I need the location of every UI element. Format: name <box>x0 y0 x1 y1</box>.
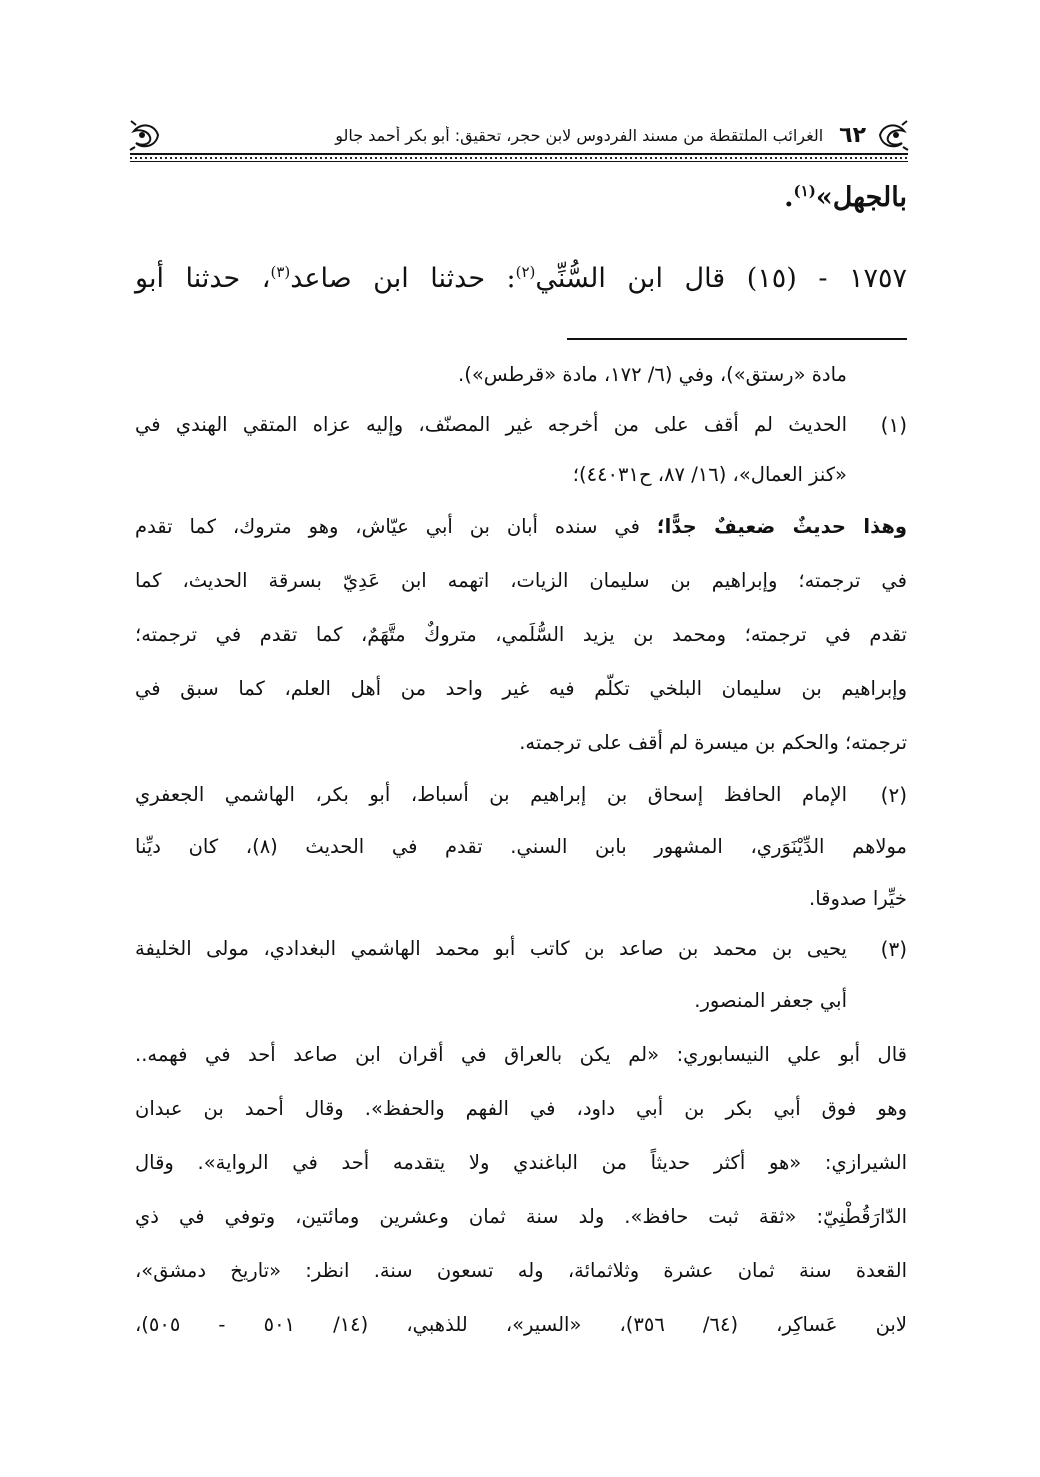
main-line-1 <box>784 182 907 213</box>
footnote-carry-line: مادة «رستق»)، وفي (٦/ ١٧٢، مادة «قرطس»). <box>458 363 847 386</box>
footnote-number-1: (١) <box>880 413 907 437</box>
ornament-right-icon <box>876 119 910 151</box>
hadith-number-text: ١٧٥٧ - (١٥) قال ابن السُّنِّي <box>535 263 907 294</box>
hadith-line <box>135 263 907 294</box>
footnote-2-line: مولاهم الدِّيْنَوَري، المشهور بابن السني. تقدم في الحديث (٨)، كان ديِّنا <box>135 835 907 858</box>
footnote-2-line: خيِّرا صدوقا. <box>809 887 907 910</box>
header-rule <box>130 153 908 162</box>
footnote-3-body-line: القعدة سنة ثمان عشرة وثلاثمائة، وله تسعون سنة. انظر: «تاريخ دمشق»، <box>135 1259 907 1282</box>
footnote-3-body-line: لابن عَساكِر، (٦٤/ ٣٥٦)، «السير»، للذهبي، (١٤/ ٥٠١ - ٥٠٥)، <box>135 1313 907 1336</box>
footnote-number-3: (٣) <box>880 937 907 961</box>
footnote-1-line: الحديث لم أقف على من أخرجه غير المصنّف، وإليه عزاه المتقي الهندي في <box>135 413 847 436</box>
main-line-1-tail: . <box>784 182 794 213</box>
footnote-ref-2: (٢) <box>515 263 536 281</box>
footnote-1-line: «كنز العمال»، (١٦/ ٨٧، ح٤٤٠٣١)؛ <box>572 463 847 486</box>
page-number: ٦٢ <box>839 122 866 148</box>
footnote-separator <box>567 338 907 340</box>
footnote-3-line: يحيى بن محمد بن صاعد بن كاتب أبو محمد الهاشمي البغدادي، مولى الخليفة <box>135 937 847 960</box>
footnote-3-body-line: وهو فوق أبي بكر بن أبي داود، في الفهم والحفظ». وقال أحمد بن عبدان <box>135 1097 907 1120</box>
ornament-left-icon <box>128 119 162 151</box>
footnote-1-body-line <box>135 507 907 547</box>
footnote-1-body-line: تقدم في ترجمته؛ ومحمد بن يزيد السُّلَمي، متروكٌ متَّهَمٌ، كما تقدم في ترجمته؛ <box>135 623 907 646</box>
footnote-1-body-line: ترجمته؛ والحكم بن ميسرة لم أقف على ترجمته. <box>519 731 907 754</box>
footnote-2-line: الإمام الحافظ إسحاق بن إبراهيم بن أسباط، أبو بكر، الهاشمي الجعفري <box>135 783 847 806</box>
footnote-3-line: أبي جعفر المنصور. <box>694 989 847 1012</box>
footnote-3-body-line: قال أبو علي النيسابوري: «لم يكن بالعراق في أقران ابن صاعد أحد في فهمه.. <box>135 1043 907 1066</box>
running-title: الغرائب الملتقطة من مسند الفردوس لابن حجر، تحقيق: أبو بكر أحمد جالو <box>335 125 824 145</box>
footnote-ref-3: (٣) <box>270 263 291 281</box>
footnote-1-verdict: وهذا حديثٌ ضعيفٌ جدًّا؛ <box>656 515 908 538</box>
footnote-1-body-text: في سنده أبان بن أبي عيّاش، وهو متروك، كما تقدم <box>135 515 657 538</box>
footnote-ref-1: (١) <box>793 182 816 200</box>
footnote-1-body-line: وإبراهيم بن سليمان البلخي تكلّم فيه غير واحد من أهل العلم، كما سبق في <box>135 677 907 700</box>
footnote-1-body-line: في ترجمته؛ وإبراهيم بن سليمان الزيات، اتهمه ابن عَدِيّ بسرقة الحديث، كما <box>135 569 907 592</box>
footnote-3-body-line: الدّارَقُطْنِيّ: «ثقة ثبت حافظ». ولد سنة ثمان وعشرين ومائتين، وتوفي في ذي <box>135 1205 907 1228</box>
page-header <box>128 118 910 152</box>
hadith-chain-text: : حدثنا ابن صاعد <box>290 263 516 294</box>
footnote-number-2: (٢) <box>880 783 907 807</box>
hadith-chain-tail: ، حدثنا أبو <box>135 263 271 294</box>
main-line-1-text: بالجهل» <box>815 182 907 213</box>
footnote-3-body-line: الشيرازي: «هو أكثر حديثاً من الباغندي ولا يتقدمه أحد في الرواية». وقال <box>135 1151 907 1174</box>
